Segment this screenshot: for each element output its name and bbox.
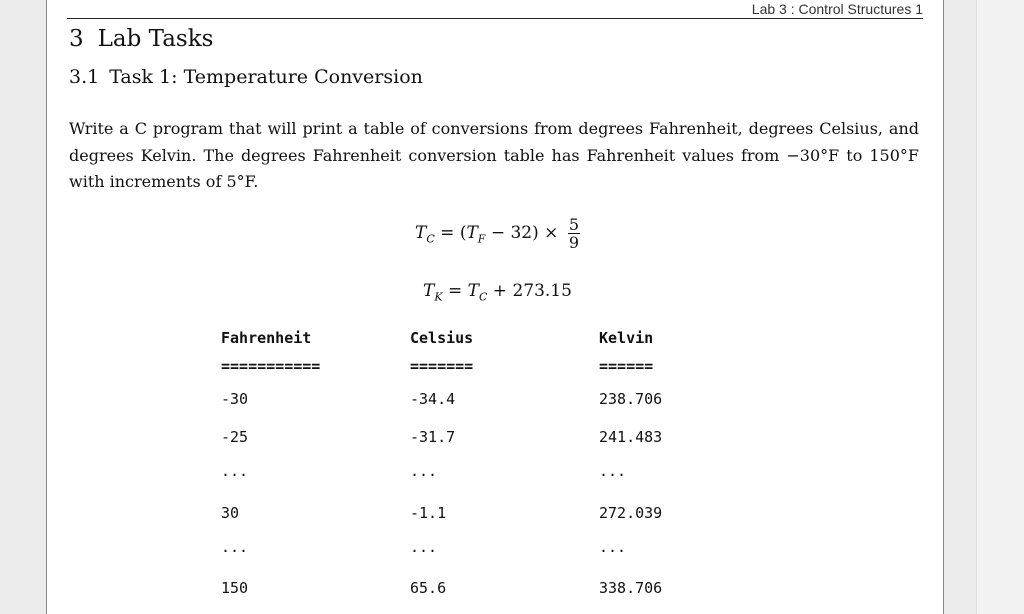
formula-symbol: T — [466, 223, 478, 243]
section-title: Lab Tasks — [97, 26, 214, 52]
table-cell: 150 — [221, 579, 249, 597]
table-cell: ... — [599, 538, 627, 556]
kelvin-formula — [423, 281, 572, 303]
table-header: Kelvin — [599, 329, 654, 347]
formula-symbol: T — [467, 281, 479, 301]
table-cell: -25 — [221, 428, 249, 446]
table-cell: ... — [599, 462, 627, 480]
formula-text: = — [442, 281, 468, 301]
table-header-row — [221, 329, 921, 349]
table-row — [221, 579, 921, 599]
fraction-denominator: 9 — [568, 233, 579, 252]
table-cell: ... — [221, 538, 249, 556]
table-underline-row — [221, 357, 921, 377]
formula-text: + 273.15 — [487, 281, 572, 301]
table-cell: -31.7 — [410, 428, 456, 446]
table-cell: 272.039 — [599, 504, 663, 522]
table-header: Celsius — [410, 329, 474, 347]
header-rule — [67, 18, 923, 19]
formula-symbol: T — [423, 281, 435, 301]
formula-text: = ( — [434, 223, 467, 243]
table-row — [221, 390, 921, 410]
table-cell: -34.4 — [410, 390, 456, 408]
formula-subscript: K — [434, 290, 443, 304]
formula-subscript: F — [477, 232, 486, 246]
table-row — [221, 538, 921, 558]
formula-subscript: C — [478, 290, 488, 304]
table-cell: 238.706 — [599, 390, 663, 408]
formula-text: − 32) × — [485, 223, 559, 243]
section-number: 3 — [69, 26, 84, 52]
subsection-number: 3.1 — [69, 66, 100, 88]
subsection-title: Task 1: Temperature Conversion — [109, 66, 423, 88]
table-row — [221, 462, 921, 482]
table-underline: ======= — [410, 357, 474, 375]
fraction — [568, 216, 580, 251]
table-cell: ... — [410, 462, 438, 480]
table-cell: -1.1 — [410, 504, 447, 522]
viewer-gutter — [976, 0, 1024, 614]
table-cell: 241.483 — [599, 428, 663, 446]
table-row — [221, 428, 921, 448]
table-cell: 30 — [221, 504, 240, 522]
table-cell: 65.6 — [410, 579, 447, 597]
table-header: Fahrenheit — [221, 329, 312, 347]
formula-symbol: T — [415, 223, 427, 243]
fraction-numerator: 5 — [568, 215, 579, 234]
table-cell: -30 — [221, 390, 249, 408]
section-heading — [69, 26, 213, 52]
task-description: Write a C program that will print a table of conversions from degrees Fahrenheit, degrees Celsius, and degrees Kelvin. The degrees Fahrenheit conversion table has Fahrenheit values from −30°F to 150°F with increments of 5°F. — [69, 119, 919, 191]
running-header: Lab 3 : Control Structures 1 — [751, 1, 923, 17]
table-underline: =========== — [221, 357, 321, 375]
formula-subscript: C — [426, 232, 435, 246]
table-row — [221, 504, 921, 524]
table-cell: ... — [221, 462, 249, 480]
table-cell: 338.706 — [599, 579, 663, 597]
celsius-formula — [415, 216, 580, 251]
subsection-heading — [69, 66, 423, 88]
document-page — [46, 0, 944, 614]
table-underline: ====== — [599, 357, 654, 375]
table-cell: ... — [410, 538, 438, 556]
